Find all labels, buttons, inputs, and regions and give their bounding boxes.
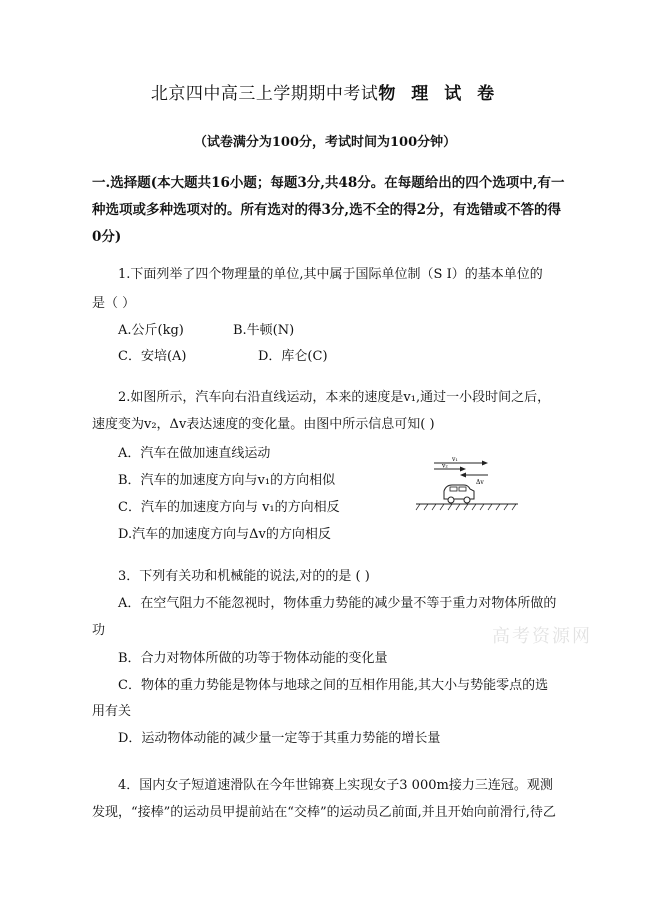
car-velocity-figure — [412, 455, 522, 515]
exam-info: （试卷满分为100分，考试时间为100分钟） — [193, 135, 457, 150]
title-subject: 物 理 试 卷 — [378, 84, 500, 104]
q3-stem: 3．下列有关功和机械能的说法,对的的是 ( ) — [118, 569, 370, 584]
q2-option-a: A．汽车在做加速直线运动 — [118, 446, 271, 461]
q2-option-d: D.汽车的加速度方向与Δv的方向相反 — [118, 527, 331, 542]
q3-option-d: D．运动物体动能的减少量一定等于其重力势能的增长量 — [118, 731, 441, 746]
q2-option-c: C．汽车的加速度方向与 v₁的方向相反 — [118, 500, 340, 515]
fig-label-v1: v₁ — [452, 456, 458, 463]
title-main: 北京四中高三上学期期中考试 — [150, 84, 379, 104]
section-instructions: 一.选择题(本大题共16小题；每题3分,共48分。在每题给出的四个选项中,有一种选项或多种选项对的。所有选对的得3分,选不全的得2分，有选错或不答的得0分) — [92, 175, 565, 245]
q4-stem-line2: 发现，“接棒”的运动员甲提前站在“交棒”的运动员乙前面,并且开始向前滑行,待乙 — [92, 805, 556, 820]
q2-option-b: B．汽车的加速度方向与v₁的方向相似 — [118, 473, 336, 488]
q3-option-c-line1: C．物体的重力势能是物体与地球之间的互相作用能,其大小与势能零点的选 — [118, 678, 549, 693]
q1-option-c: C．安培(A) — [118, 349, 187, 364]
fig-label-dv: Δv — [476, 479, 484, 486]
q1-option-d: D．库仑(C) — [258, 349, 328, 364]
q3-option-c-line2: 用有关 — [92, 704, 132, 719]
q3-option-b: B．合力对物体所做的功等于物体动能的变化量 — [118, 651, 388, 666]
fig-label-v2: v₂ — [442, 462, 448, 470]
q3-option-a-line2: 功 — [92, 623, 106, 638]
q2-stem-line2: 速度变为v₂，Δv表达速度的变化量。由图中所示信息可知( ) — [92, 417, 435, 432]
watermark: 高考资源网 — [492, 626, 592, 647]
q2-stem-line1: 2.如图所示，汽车向右沿直线运动，本来的速度是v₁,通过一小段时间之后， — [118, 390, 551, 405]
q1-stem-line1: 1.下面列举了四个物理量的单位,其中属于国际单位制（S I）的基本单位的 — [118, 267, 543, 282]
q4-stem-line1: 4．国内女子短道速滑队在今年世锦赛上实现女子3 000m接力三连冠。观测 — [118, 778, 553, 793]
q1-stem-line2: 是（ ） — [92, 296, 136, 311]
page-title — [0, 79, 650, 104]
q1-option-b: B.牛顿(N) — [233, 323, 295, 338]
q1-option-a: A.公斤(kg) — [118, 323, 184, 338]
q3-option-a-line1: A．在空气阻力不能忽视时，物体重力势能的减少量不等于重力对物体所做的 — [118, 596, 557, 611]
